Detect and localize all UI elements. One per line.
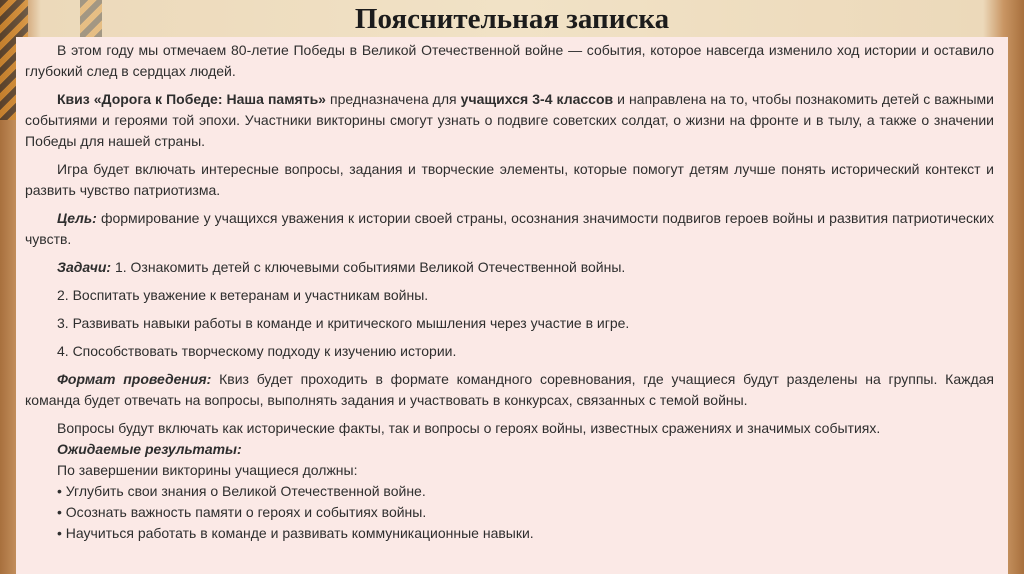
task-item: 2. Воспитать уважение к ветеранам и участникам войны. (57, 287, 429, 303)
results-intro: По завершении викторины учащиеся должны: (57, 462, 358, 478)
tasks-paragraph (25, 257, 994, 278)
result-item: • Научиться работать в команде и развивать коммуникационные навыки. (57, 525, 534, 541)
quiz-text-b: и направлена на то, чтобы познакомить детей с важными событиями и героями той эпохи. Участники викторины смогут узнать о подвиге советских солдат, о жизни на фронте и в тылу, а также о значении Победы для нашей страны. (25, 91, 994, 149)
intro-paragraph: В этом году мы отмечаем 80-летие Победы в Великой Отечественной войне — события, которое навсегда изменило ход истории и оставило глубокий след в сердцах людей. (25, 42, 994, 79)
format-paragraph (25, 369, 994, 411)
content-panel (16, 37, 1008, 574)
task-item: 1. Ознакомить детей с ключевыми событиями Великой Отечественной войны. (111, 259, 626, 275)
game-paragraph: Игра будет включать интересные вопросы, задания и творческие элементы, которые помогут детям лучше понять исторический контекст и развить чувство патриотизма. (25, 161, 994, 198)
format-text: Квиз будет проходить в формате командного соревнования, где учащиеся будут разделены на группы. Каждая команда будет отвечать на вопросы, выполнять задания и участвовать в конкурсах, связанных с темой войны. (25, 371, 995, 408)
result-item: • Осознать важность памяти о героях и событиях войны. (57, 504, 427, 520)
task-item: 4. Способствовать творческому подходу к изучению истории. (57, 343, 457, 359)
quiz-description-paragraph (25, 89, 994, 152)
quiz-name: Квиз «Дорога к Победе: Наша память» (57, 91, 326, 107)
target-audience: учащихся 3-4 классов (460, 91, 614, 107)
quiz-text-a: предназначена для (325, 91, 461, 107)
goal-label: Цель: (57, 210, 97, 226)
results-heading: Ожидаемые результаты: (57, 441, 242, 457)
page-title: Пояснительная записка (354, 3, 670, 35)
questions-paragraph: Вопросы будут включать как исторические факты, так и вопросы о героях войны, известных сражениях и значимых событиях. (57, 420, 881, 436)
result-item: • Углубить свои знания о Великой Отечественной войне. (57, 483, 426, 499)
tasks-label: Задачи: (57, 259, 112, 275)
task-item: 3. Развивать навыки работы в команде и критического мышления через участие в игре. (57, 315, 630, 331)
goal-text: формирование у учащихся уважения к истории своей страны, осознания значимости подвигов героев войны и развития патриотических чувств. (25, 210, 994, 247)
format-label: Формат проведения: (57, 371, 212, 387)
goal-paragraph (25, 208, 994, 250)
